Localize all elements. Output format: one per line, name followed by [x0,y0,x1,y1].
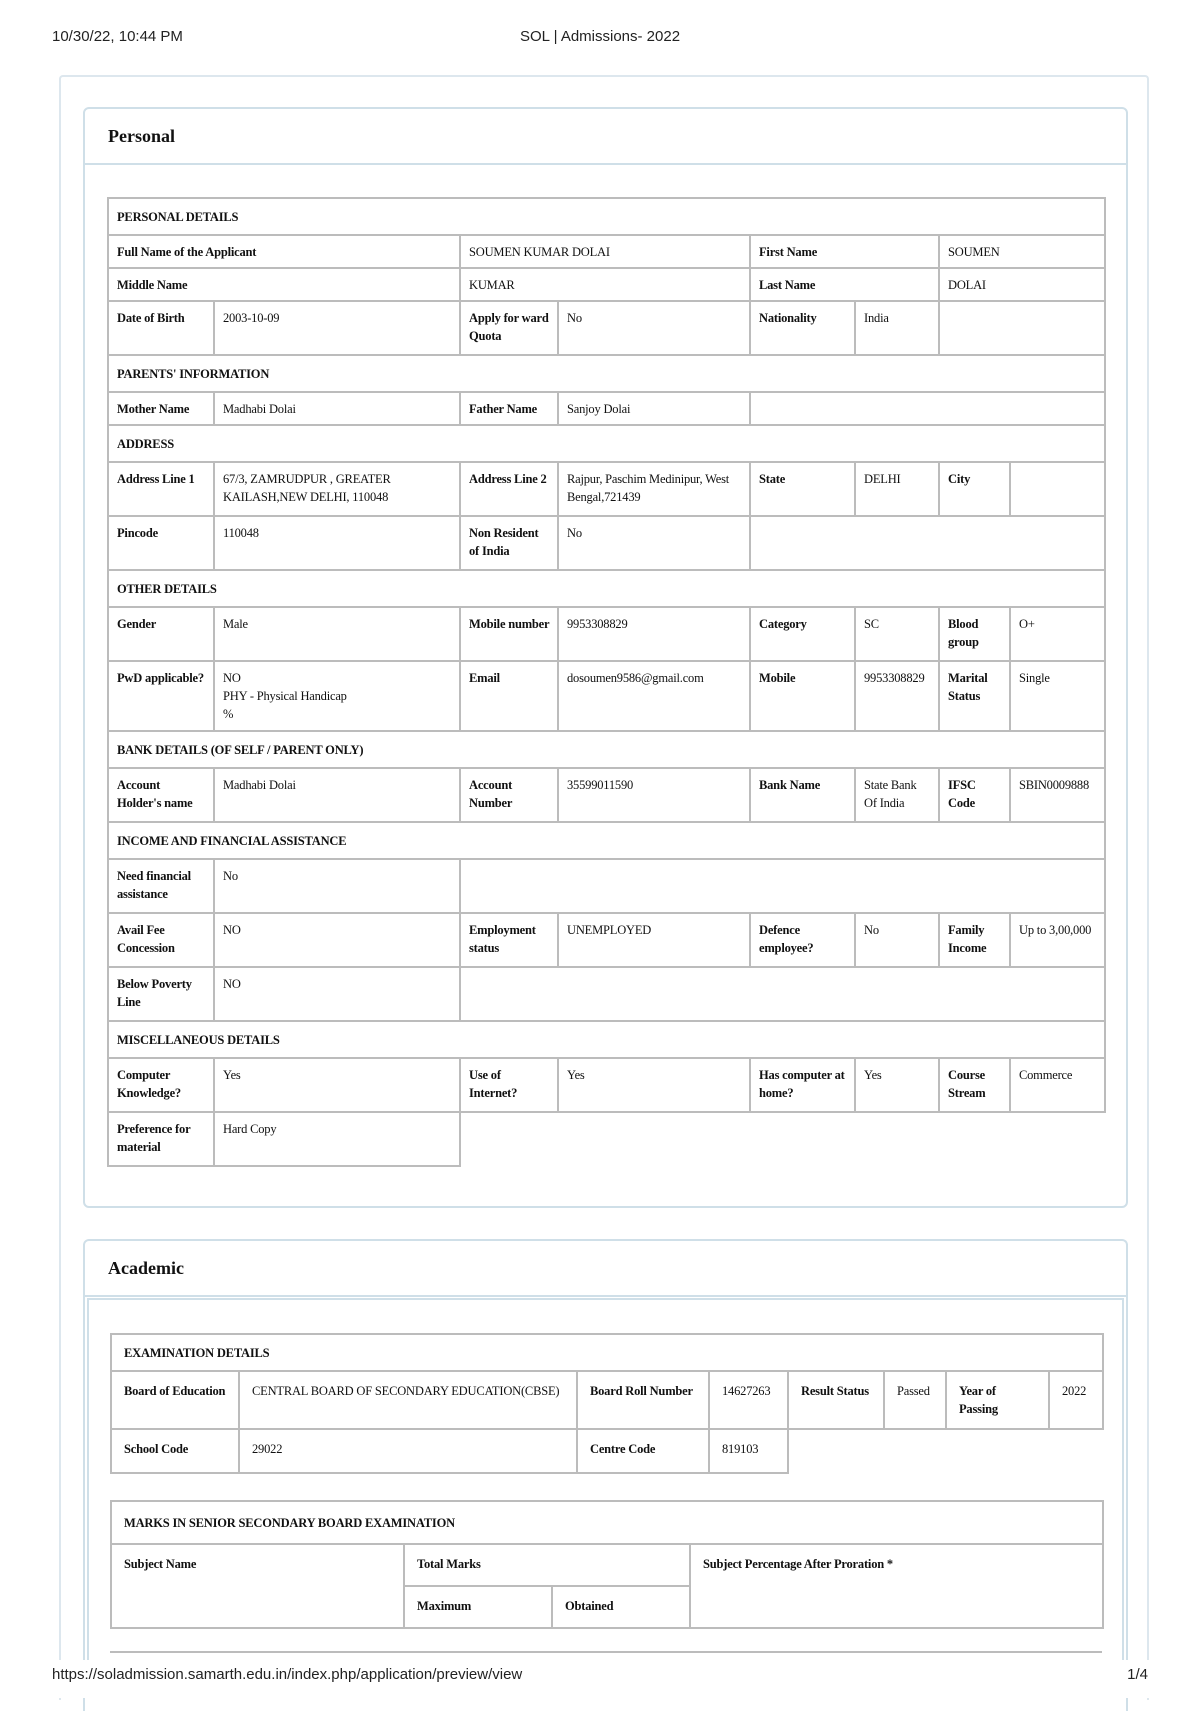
value-father-name: Sanjoy Dolai [558,392,750,425]
label-city: City [939,462,1010,516]
print-page-number: 1/4 [1127,1666,1148,1683]
value-result-status: Passed [884,1371,946,1429]
print-page-title: SOL | Admissions- 2022 [519,28,681,45]
empty-cell [460,859,1105,913]
academic-panel-title: Academic [85,1241,1126,1297]
value-computer-home: Yes [855,1058,939,1112]
value-email: dosoumen9586@gmail.com [558,661,750,731]
value-blood-group: O+ [1010,607,1105,661]
section-marks: MARKS IN SENIOR SECONDARY BOARD EXAMINATION [111,1501,1103,1544]
print-datetime: 10/30/22, 10:44 PM [52,28,183,45]
label-marital-status: Marital Status [939,661,1010,731]
label-address-line-1: Address Line 1 [108,462,214,516]
value-full-name: SOUMEN KUMAR DOLAI [460,235,750,268]
label-address-line-2: Address Line 2 [460,462,558,516]
table-divider [110,1651,1102,1653]
value-mobile: 9953308829 [855,661,939,731]
label-mobile: Mobile [750,661,855,731]
label-roll-number: Board Roll Number [577,1371,709,1429]
value-middle-name: KUMAR [460,268,750,301]
examination-details-table [110,1333,1104,1474]
label-account-holder: Account Holder's name [108,768,214,822]
label-dob: Date of Birth [108,301,214,355]
marks-table [110,1500,1104,1629]
value-school-code: 29022 [239,1429,577,1473]
label-computer-knowledge: Computer Knowledge? [108,1058,214,1112]
label-mobile-number: Mobile number [460,607,558,661]
personal-details-table [107,197,1106,1167]
empty-cell [750,392,1105,425]
label-board: Board of Education [111,1371,239,1429]
value-category: SC [855,607,939,661]
value-last-name: DOLAI [939,268,1105,301]
value-family-income: Up to 3,00,000 [1010,913,1105,967]
label-gender: Gender [108,607,214,661]
label-blood-group: Blood group [939,607,1010,661]
value-pincode: 110048 [214,516,460,570]
value-bank-name: State Bank Of India [855,768,939,822]
header-subject-name: Subject Name [111,1544,404,1628]
value-gender: Male [214,607,460,661]
label-employment: Employment status [460,913,558,967]
value-ifsc: SBIN0009888 [1010,768,1105,822]
header-obtained: Obtained [552,1586,690,1628]
label-result-status: Result Status [788,1371,884,1429]
label-centre-code: Centre Code [577,1429,709,1473]
label-bank-name: Bank Name [750,768,855,822]
blank-area [788,1429,1103,1473]
section-misc: MISCELLANEOUS DETAILS [108,1021,1105,1058]
value-ward-quota: No [558,301,750,355]
personal-panel-title: Personal [85,109,1126,165]
value-first-name: SOUMEN [939,235,1105,268]
label-middle-name: Middle Name [108,268,460,301]
label-internet: Use of Internet? [460,1058,558,1112]
value-mobile-number: 9953308829 [558,607,750,661]
section-bank-details: BANK DETAILS (OF SELF / PARENT ONLY) [108,731,1105,768]
label-father-name: Father Name [460,392,558,425]
value-computer-knowledge: Yes [214,1058,460,1112]
section-parents: PARENTS' INFORMATION [108,355,1105,392]
label-pwd: PwD applicable? [108,661,214,731]
value-nri: No [558,516,750,570]
value-need-financial: No [214,859,460,913]
print-url: https://soladmission.samarth.edu.in/index.php/application/preview/view [52,1666,523,1683]
section-income: INCOME AND FINANCIAL ASSISTANCE [108,822,1105,859]
section-examination: EXAMINATION DETAILS [111,1334,1103,1371]
label-computer-home: Has computer at home? [750,1058,855,1112]
label-bpl: Below Poverty Line [108,967,214,1021]
header-total-marks: Total Marks [404,1544,690,1586]
value-pwd: NO PHY - Physical Handicap % [214,661,460,731]
value-centre-code: 819103 [709,1429,788,1473]
value-roll-number: 14627263 [709,1371,788,1429]
label-fee-concession: Avail Fee Concession [108,913,214,967]
label-last-name: Last Name [750,268,939,301]
value-state: DELHI [855,462,939,516]
value-year-passing: 2022 [1049,1371,1103,1429]
value-address-line-1: 67/3, ZAMRUDPUR , GREATER KAILASH,NEW DELHI, 110048 [214,462,460,516]
value-dob: 2003-10-09 [214,301,460,355]
label-state: State [750,462,855,516]
label-course-stream: Course Stream [939,1058,1010,1112]
section-address: ADDRESS [108,425,1105,462]
label-family-income: Family Income [939,913,1010,967]
header-subject-percentage: Subject Percentage After Proration * [690,1544,1103,1628]
value-marital-status: Single [1010,661,1105,731]
label-year-passing: Year of Passing [946,1371,1049,1429]
value-nationality: India [855,301,939,355]
value-board: CENTRAL BOARD OF SECONDARY EDUCATION(CBSE) [239,1371,577,1429]
label-full-name: Full Name of the Applicant [108,235,460,268]
label-ifsc: IFSC Code [939,768,1010,822]
label-mother-name: Mother Name [108,392,214,425]
label-nationality: Nationality [750,301,855,355]
label-account-number: Account Number [460,768,558,822]
value-mother-name: Madhabi Dolai [214,392,460,425]
value-bpl: NO [214,967,460,1021]
value-course-stream: Commerce [1010,1058,1105,1112]
value-fee-concession: NO [214,913,460,967]
value-account-number: 35599011590 [558,768,750,822]
value-material-preference: Hard Copy [214,1112,460,1166]
section-personal-details: PERSONAL DETAILS [108,198,1105,235]
empty-cell [750,516,1105,570]
label-school-code: School Code [111,1429,239,1473]
blank-area [460,1112,1105,1166]
label-nri: Non Resident of India [460,516,558,570]
label-pincode: Pincode [108,516,214,570]
label-need-financial: Need financial assistance [108,859,214,913]
value-defence: No [855,913,939,967]
empty-cell [460,967,1105,1021]
value-employment: UNEMPLOYED [558,913,750,967]
label-ward-quota: Apply for ward Quota [460,301,558,355]
value-address-line-2: Rajpur, Paschim Medinipur, West Bengal,721439 [558,462,750,516]
label-material-preference: Preference for material [108,1112,214,1166]
header-maximum: Maximum [404,1586,552,1628]
value-city [1010,462,1105,516]
label-category: Category [750,607,855,661]
empty-cell [939,301,1105,355]
value-account-holder: Madhabi Dolai [214,768,460,822]
label-first-name: First Name [750,235,939,268]
section-other-details: OTHER DETAILS [108,570,1105,607]
label-defence: Defence employee? [750,913,855,967]
value-internet: Yes [558,1058,750,1112]
label-email: Email [460,661,558,731]
